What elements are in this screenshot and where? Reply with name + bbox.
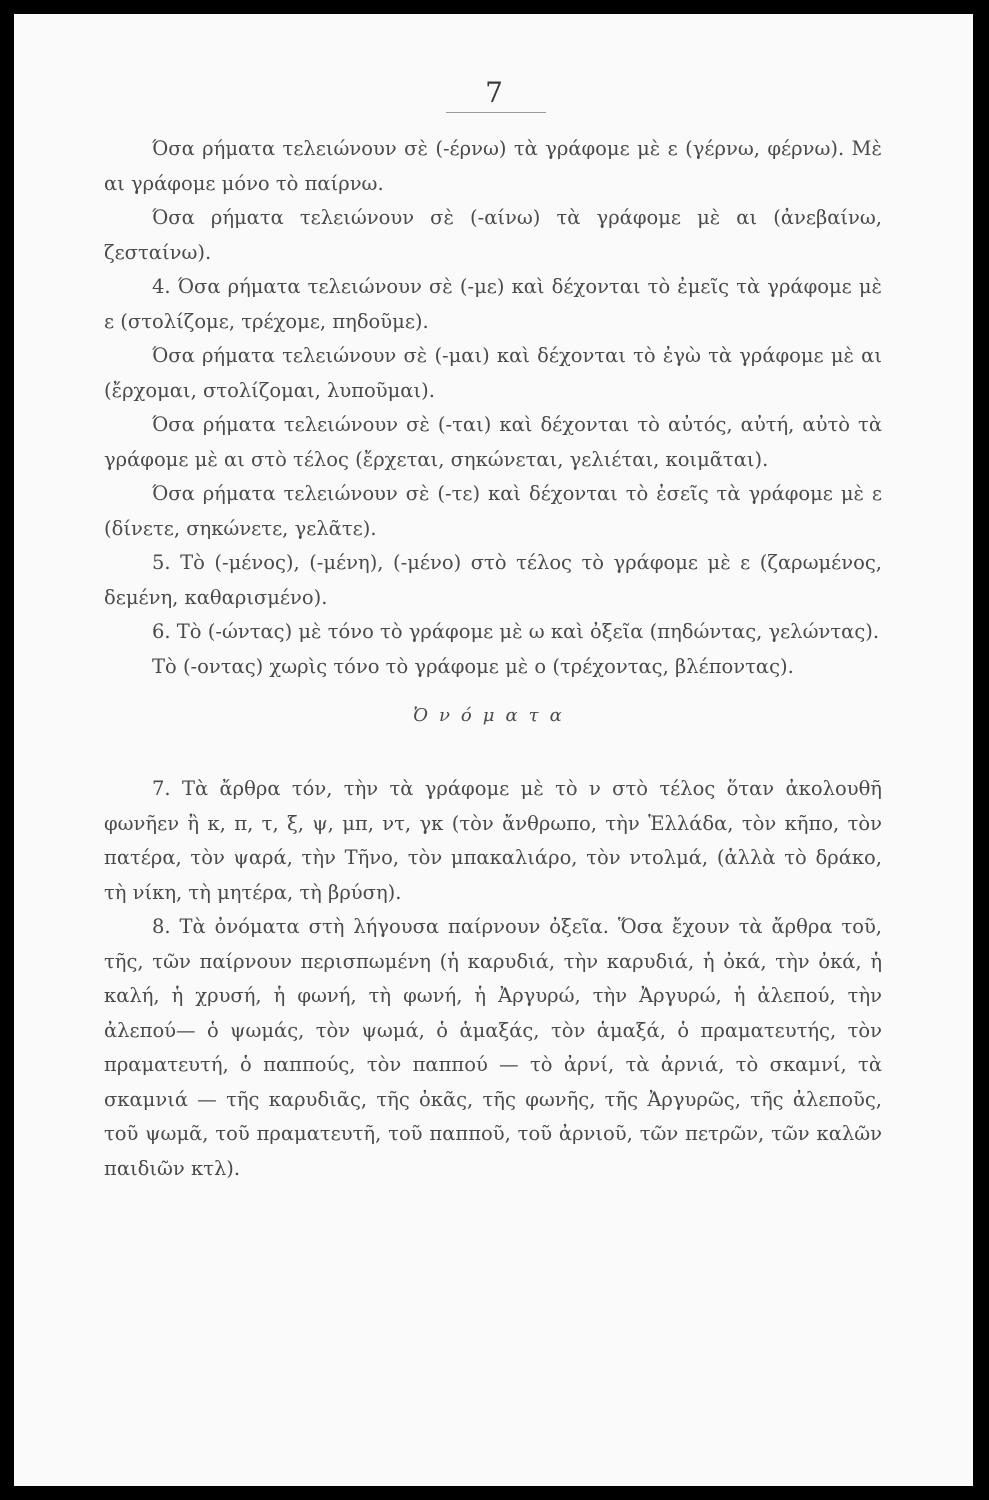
- paragraph-rule-8-accents: 8. Τὰ ὀνόματα στὴ λήγουσα παίρνουν ὀξεῖα. Ὅσα ἔχουν τὰ ἄρθρα τοῦ, τῆς, τῶν παίρνουν περισπωμένη (ἡ καρυδιά, τὴν καρυδιά, ἡ ὀκά, τὴν ὀκά, ἡ καλή, ἡ χρυσή, ἡ φωνή, τὴ φωνή, ἡ Ἀργυρώ, τὴν Ἀργυρώ, ἡ ἀλεπού, τὴν ἀλεπού— ὁ ψωμάς, τὸν ψωμά, ὁ ἁμαξάς, τὸν ἁμαξά, ὁ πραματευτής, τὸν πραματευτή, ὁ παππούς, τὸν παππού — τὸ ἀρνί, τὰ ἀρνιά, τὸ σκαμνί, τὰ σκαμνιά — τῆς καρυδιᾶς, τῆς ὀκᾶς, τῆς φωνῆς, τῆς Ἀργυρῶς, τῆς ἀλεποῦς, τοῦ ψωμᾶ, τοῦ πραματευτῆ, τοῦ παπποῦ, τοῦ ἀρνιοῦ, τῶν πετρῶν, τῶν καλῶν παιδιῶν κτλ).: [104, 915, 882, 1180]
- page-body: [104, 132, 882, 1186]
- paragraph-rule-7-articles: 7. Τὰ ἄρθρα τόν, τὴν τὰ γράφομε μὲ τὸ ν στὸ τέλος ὅταν ἀκολουθῆ φωνῆεν ἢ κ, π, τ, ξ, ψ, μπ, ντ, γκ (τὸν ἄνθρωπο, τὴν Ἑλλάδα, τὸν κῆπο, τὸν πατέρα, τὸν ψαρά, τὴν Τῆνο, τὸν μπακαλιάρο, τὸν ντολμά, (ἀλλὰ τὸ δράκο, τὴ νίκη, τὴ μητέρα, τὴ βρύση).: [104, 777, 882, 904]
- paragraph-verbs-erno: Όσα ρήματα τελειώνουν σὲ (-έρνω) τὰ γράφομε μὲ ε (γέρνω, φέρνω). Μὲ αι γράφομε μόνο τὸ παίρνω.: [104, 137, 882, 195]
- paragraph-verbs-te: Όσα ρήματα τελειώνουν σὲ (-τε) καὶ δέχονται τὸ ἐσεῖς τὰ γράφομε μὲ ε (δίνετε, σηκώνετε, γελᾶτε).: [104, 482, 882, 540]
- section-heading-nouns: Ὀνόματα: [413, 705, 573, 726]
- paragraph-rule-4-me: 4. Όσα ρήματα τελειώνουν σὲ (-με) καὶ δέχονται τὸ ἐμεῖς τὰ γράφομε μὲ ε (στολίζομε, τρέχομε, πηδοῦμε).: [104, 275, 882, 333]
- page-number: 7: [485, 76, 503, 109]
- paragraph-verbs-tai: Όσα ρήματα τελειώνουν σὲ (-ται) καὶ δέχονται τὸ αὐτός, αὐτή, αὐτὸ τὰ γράφομε μὲ αι στὸ τέλος (ἔρχεται, σηκώνεται, γελιέται, κοιμᾶται).: [104, 413, 882, 471]
- paragraph-ontas-no-accent: Τὸ (-οντας) χωρὶς τόνο τὸ γράφομε μὲ ο (τρέχοντας, βλέποντας).: [152, 654, 794, 678]
- paragraph-verbs-mai: Όσα ρήματα τελειώνουν σὲ (-μαι) καὶ δέχονται τὸ ἐγὼ τὰ γράφομε μὲ αι (ἔρχομαι, στολίζομαι, λυποῦμαι).: [104, 344, 882, 402]
- paragraph-rule-5-menos: 5. Τὸ (-μένος), (-μένη), (-μένο) στὸ τέλος τὸ γράφομε μὲ ε (ζαρωμένος, δεμένη, καθαρισμένο).: [104, 551, 882, 609]
- paragraph-rule-6-ontas: 6. Τὸ (-ώντας) μὲ τόνο τὸ γράφομε μὲ ω καὶ ὀξεῖα (πηδώντας, γελώντας).: [152, 620, 880, 643]
- book-page: [14, 14, 973, 1486]
- page-number-rule: [446, 112, 546, 113]
- paragraph-verbs-aino: Όσα ρήματα τελειώνουν σὲ (-αίνω) τὰ γράφομε μὲ αι (ἀνεβαίνω, ζεσταίνω).: [104, 206, 882, 264]
